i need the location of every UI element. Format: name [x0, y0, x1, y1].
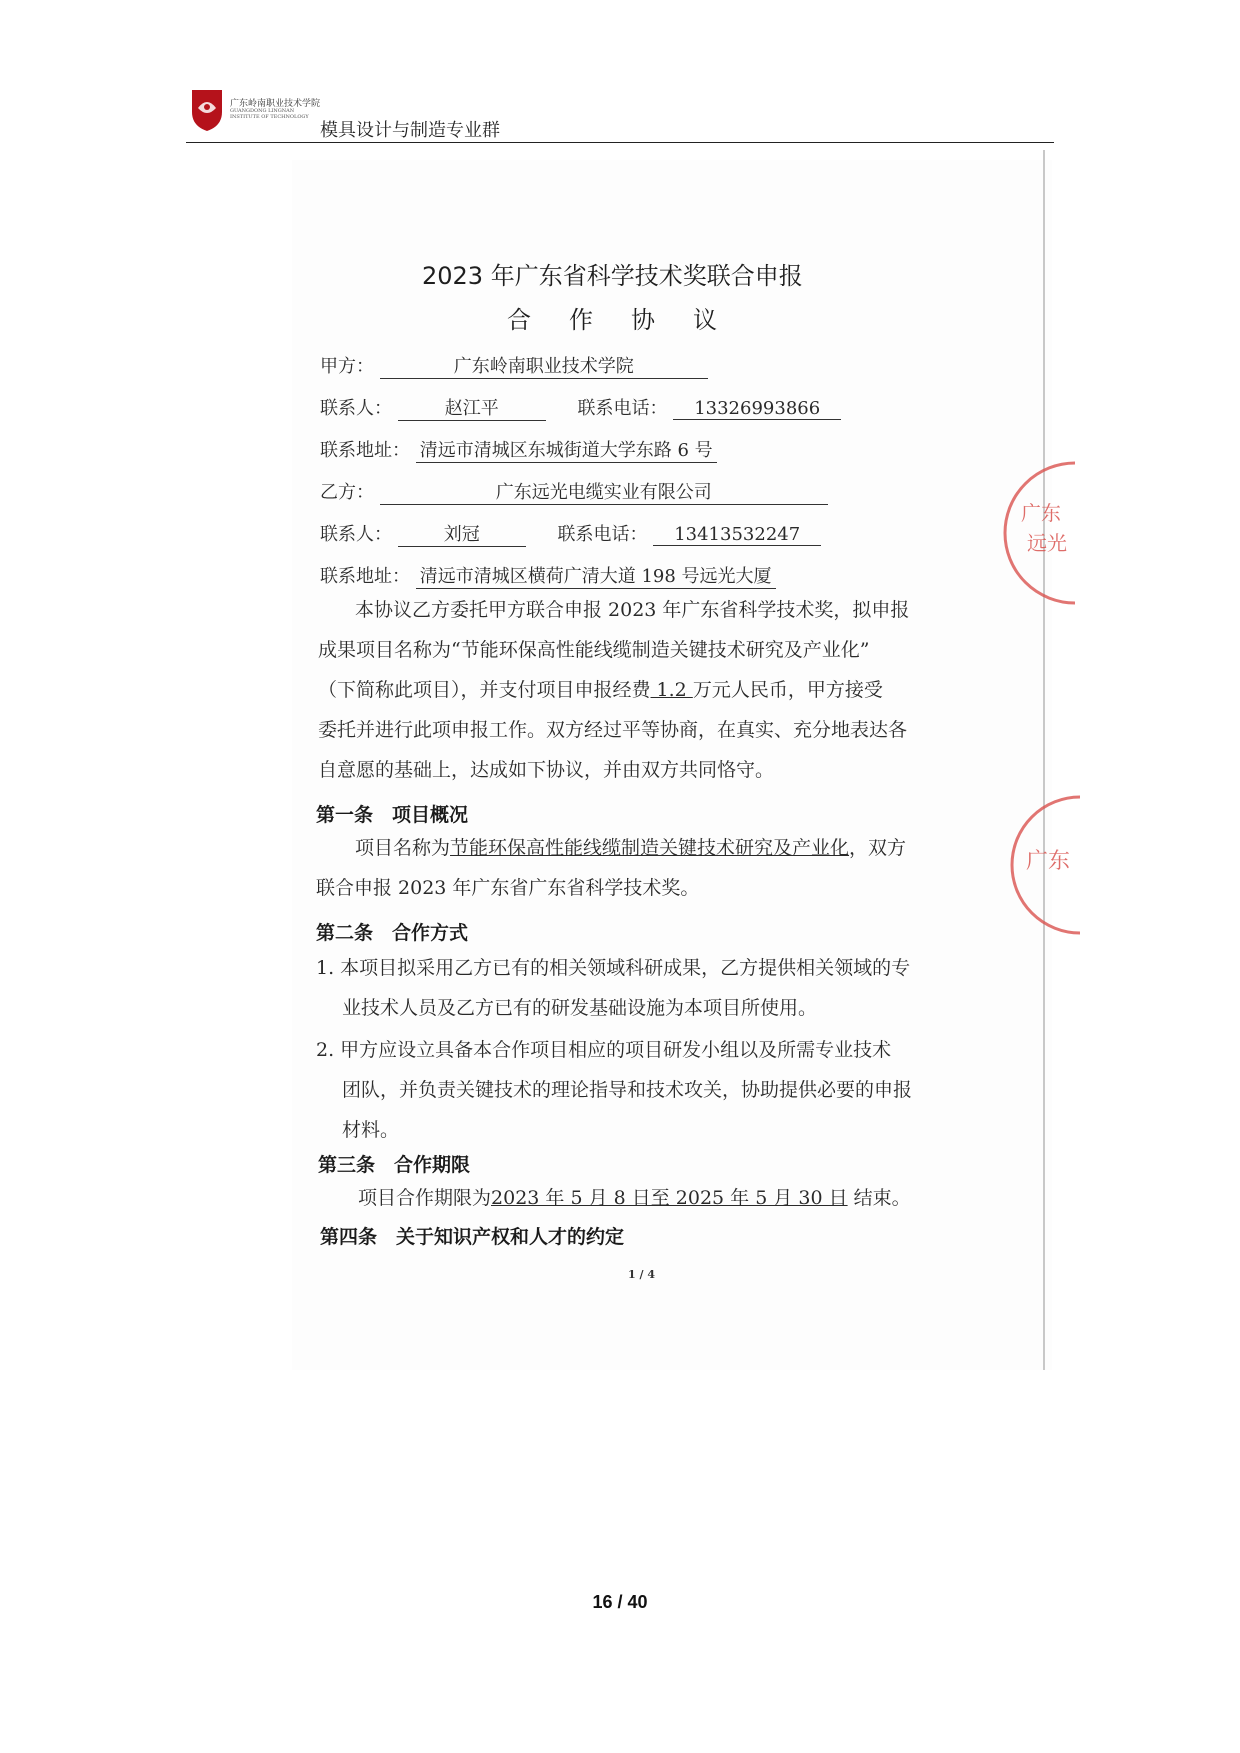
phone-label: 联系电话：	[577, 398, 668, 419]
article-2-item-2-line-3: 材料。	[342, 1119, 400, 1141]
phone-label-b: 联系电话：	[557, 524, 648, 545]
party-a-contact-row	[320, 394, 841, 421]
article-2-heading: 第二条 合作方式	[316, 922, 469, 944]
party-a-address-row	[320, 436, 717, 463]
article-3-line	[358, 1178, 911, 1218]
header-title: 模具设计与制造专业群	[320, 120, 500, 141]
school-name-en	[230, 108, 309, 120]
article-3-line-a: 项目合作期限为	[358, 1187, 492, 1209]
party-a-contact: 赵江平	[398, 394, 546, 421]
party-b-contact: 刘冠	[398, 520, 526, 547]
school-name-en-line1: GUANGDONG LINGNAN	[230, 108, 295, 114]
header-divider	[186, 142, 1054, 143]
party-a-row	[320, 352, 708, 379]
party-b-label: 乙方：	[320, 482, 374, 503]
article-3-line-b: 结束。	[847, 1187, 911, 1209]
svg-text:远光: 远光	[1027, 531, 1067, 555]
article-1-line-1a: 项目名称为	[355, 837, 451, 859]
article-1-line-2: 联合申报 2023 年广东省广东省科学技术奖。	[316, 877, 700, 899]
project-name: 节能环保高性能线缆制造关键技术研究及产业化	[450, 837, 850, 859]
seal-1-text: 广东	[1021, 501, 1061, 525]
document-title: 2023 年广东省科学技术奖联合申报	[422, 262, 803, 290]
intro-line-5: 自意愿的基础上，达成如下协议，并由双方共同恪守。	[318, 759, 775, 781]
page-number: 16 / 40	[592, 1592, 648, 1612]
party-b-address: 清远市清城区横荷广清大道 198 号远光大厦	[416, 562, 776, 589]
party-b-phone: 13413532247	[653, 524, 821, 546]
party-a-label: 甲方：	[320, 356, 374, 377]
contact-label: 联系人：	[320, 398, 392, 419]
scan-edge-line	[1043, 150, 1045, 1370]
party-b-row	[320, 478, 828, 505]
party-b-address-row	[320, 562, 776, 589]
party-b-contact-row	[320, 520, 821, 547]
intro-line-3	[318, 670, 883, 710]
company-seal-partial	[985, 458, 1075, 608]
cooperation-period: 2023 年 5 月 8 日至 2025 年 5 月 30 日	[491, 1187, 848, 1209]
article-2-item-1-line-2: 业技术人员及乙方已有的研发基础设施为本项目所使用。	[342, 997, 818, 1019]
school-name-cn: 广东岭南职业技术学院	[230, 99, 321, 109]
article-1-line-1b: ，双方	[849, 837, 907, 859]
article-1-heading: 第一条 项目概况	[316, 804, 469, 826]
party-a-value: 广东岭南职业技术学院	[380, 352, 708, 379]
address-label-b: 联系地址：	[320, 566, 410, 587]
party-b-value: 广东远光电缆实业有限公司	[380, 478, 828, 505]
party-a-address: 清远市清城区东城街道大学东路 6 号	[416, 436, 717, 463]
intro-line-2: 成果项目名称为“节能环保高性能线缆制造关键技术研究及产业化”	[318, 639, 870, 661]
scan-page-number: 1 / 4	[628, 1268, 655, 1281]
school-name-en-line2: INSTITUTE OF TECHNOLOGY	[230, 114, 309, 120]
intro-line-3a: （下简称此项目），并支付项目申报经费	[318, 679, 651, 701]
intro-line-4: 委托并进行此项申报工作。双方经过平等协商，在真实、充分地表达各	[318, 719, 908, 741]
school-logo	[190, 88, 224, 132]
address-label: 联系地址：	[320, 440, 410, 461]
article-3-heading: 第三条 合作期限	[318, 1154, 471, 1176]
company-seal-partial-2	[1000, 790, 1080, 940]
article-2-item-1-line-1: 1. 本项目拟采用乙方已有的相关领域科研成果，乙方提供相关领域的专	[316, 957, 911, 979]
seal-2-text: 广东	[1026, 849, 1071, 874]
intro-line-3b: 万元人民币，甲方接受	[692, 679, 883, 701]
document-subtitle: 合作协议	[507, 306, 755, 334]
contact-label-b: 联系人：	[320, 524, 392, 545]
article-2-item-2-line-1: 2. 甲方应设立具备本合作项目相应的项目研发小组以及所需专业技术	[316, 1039, 892, 1061]
article-4-heading: 第四条 关于知识产权和人才的约定	[320, 1226, 625, 1248]
article-1-line-1	[355, 828, 906, 868]
party-a-phone: 13326993866	[673, 398, 841, 420]
fee-amount: 1.2	[650, 679, 693, 701]
intro-line-1: 本协议乙方委托甲方联合申报 2023 年广东省科学技术奖，拟申报	[355, 599, 910, 621]
article-2-item-2-line-2: 团队，并负责关键技术的理论指导和技术攻关，协助提供必要的申报	[342, 1079, 913, 1101]
